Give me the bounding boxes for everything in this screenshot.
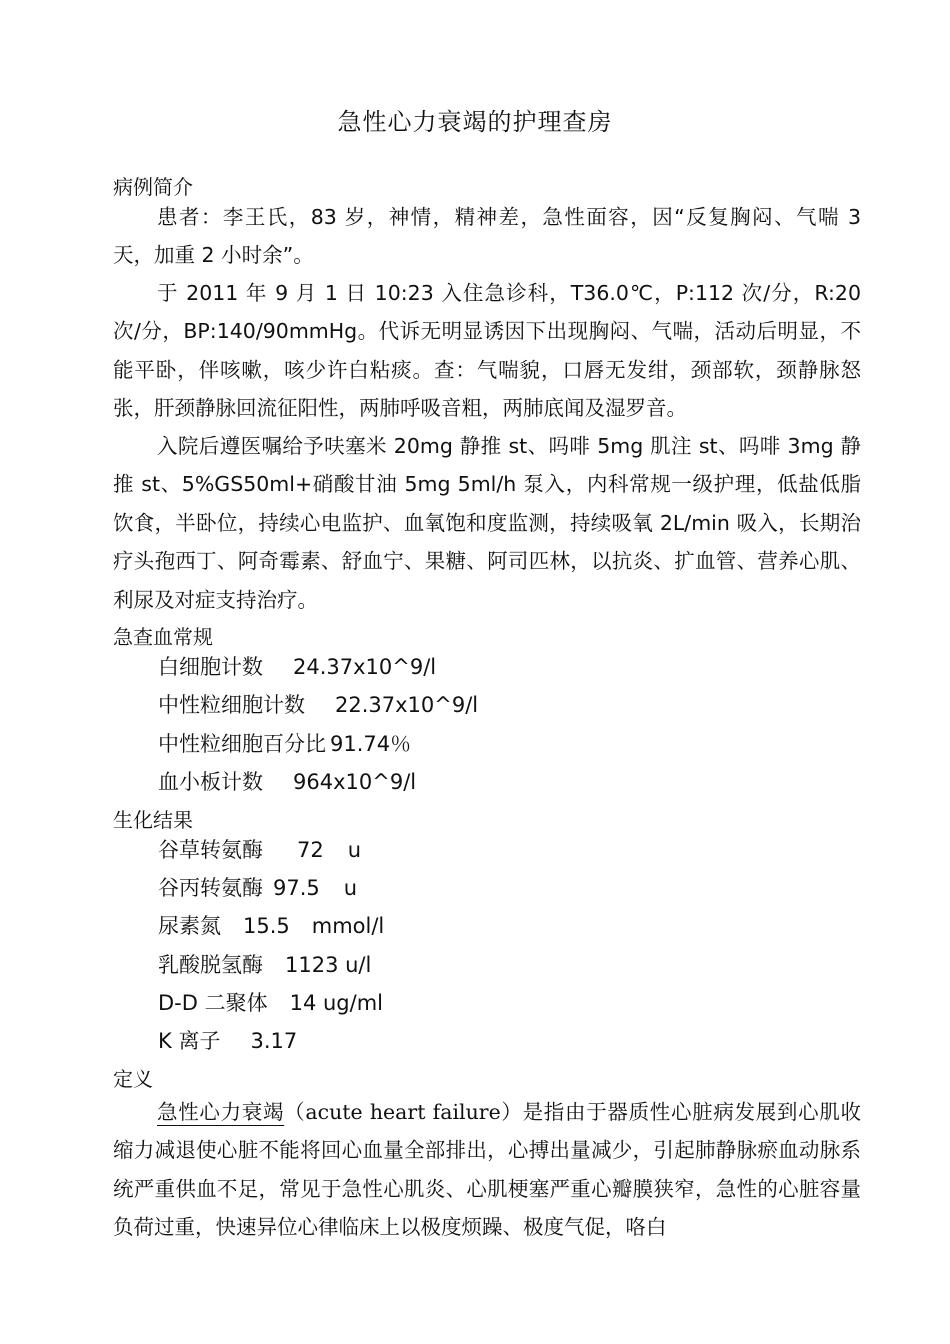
biochem-item-bun (158, 911, 384, 941)
biochem-item-value: 3.17 (250, 1029, 298, 1053)
definition-term: 急性心力衰竭 (157, 1100, 285, 1124)
definition-paragraph (113, 1093, 861, 1247)
biochem-item-unit: u (343, 876, 358, 900)
biochem-item-unit: mmol/l (311, 914, 385, 938)
definition-term-english: （acute heart failure） (284, 1100, 523, 1124)
case-intro-paragraph-1: 患者：李王氏，83 岁，神情，精神差，急性面容，因“反复胸闷、气喘 3 天，加重 2 小时余”。 (113, 205, 861, 268)
biochem-item-label: 谷草转氨酶 (158, 838, 263, 862)
case-intro-paragraph-3: 入院后遵医嘱给予呋塞米 20mg 静推 st、吗啡 5mg 肌注 st、吗啡 3mg 静推 st、5%GS50ml+硝酸甘油 5mg 5ml/h 泵入，内科常规一级护理，低盐低脂饮食，半卧位，持续心电监护、血氧饱和度监测，持续吸氧 2L/min 吸入，长期治疗头孢西丁、阿奇霉素、舒血宁、果糖、阿司匹林，以抗炎、扩血管、营养心肌、利尿及对症支持治疗。 (113, 434, 861, 612)
case-intro-heading: 病例简介 (113, 175, 193, 199)
blood-item-wbc (158, 652, 436, 682)
biochem-item-ast (158, 835, 361, 865)
blood-item-label: 中性粒细胞百分比 (158, 732, 326, 756)
blood-item-label: 白细胞计数 (158, 655, 263, 679)
biochem-heading: 生化结果 (113, 808, 193, 832)
blood-item-value: 91.74％ (330, 732, 412, 756)
biochem-item-label: 乳酸脱氢酶 (158, 953, 263, 977)
biochem-item-label: 尿素氮 (158, 914, 221, 938)
blood-item-platelet (158, 767, 416, 797)
blood-item-value: 22.37x10^9/l (335, 693, 479, 717)
definition-heading: 定义 (113, 1067, 153, 1091)
biochem-item-d-dimer (158, 988, 383, 1018)
case-intro-paragraph-2: 于 2011 年 9 月 1 日 10:23 入住急诊科，T36.0℃，P:112 次/分，R:20 次/分，BP:140/90mmHg。代诉无明显诱因下出现胸闷、气喘，活动后明显，不能平卧，伴咳嗽，咳少许白粘痰。查：气喘貌，口唇无发绀，颈部软，颈静脉怒张，肝颈静脉回流征阳性，两肺呼吸音粗，两肺底闻及湿罗音。 (113, 281, 861, 421)
blood-item-neutrophil-percent (158, 729, 411, 759)
biochem-item-value: 1123 u/l (285, 953, 372, 977)
biochem-item-alt (158, 873, 357, 903)
biochem-item-unit: u (347, 838, 362, 862)
biochem-item-label: K 离子 (158, 1029, 221, 1053)
biochem-item-label: 谷丙转氨酶 (158, 876, 263, 900)
blood-item-neutrophil-count (158, 690, 478, 720)
biochem-item-value: 15.5 (243, 914, 290, 938)
biochem-item-ldh (158, 950, 371, 980)
blood-item-label: 中性粒细胞计数 (158, 693, 305, 717)
biochem-item-value: 14 ug/ml (289, 991, 383, 1015)
blood-item-value: 964x10^9/l (293, 770, 417, 794)
biochem-item-value: 72 (297, 838, 324, 862)
blood-item-value: 24.37x10^9/l (293, 655, 437, 679)
blood-item-label: 血小板计数 (158, 770, 263, 794)
biochem-item-value: 97.5 (273, 876, 320, 900)
blood-routine-heading: 急查血常规 (113, 625, 213, 649)
document-title: 急性心力衰竭的护理查房 (337, 108, 613, 136)
biochem-item-potassium (158, 1026, 297, 1056)
definition-body: 是指由于器质性心脏病发展到心肌收缩力减退使心脏不能将回心血量全部排出，心搏出量减少，引起肺静脉瘀血动脉系统严重供血不足，常见于急性心肌炎、心肌梗塞严重心瓣膜狭窄，急性的心脏容量负荷过重，快速异位心律临床上以极度烦躁、极度气促，咯白 (113, 1100, 862, 1240)
biochem-item-label: D-D 二聚体 (158, 991, 268, 1015)
